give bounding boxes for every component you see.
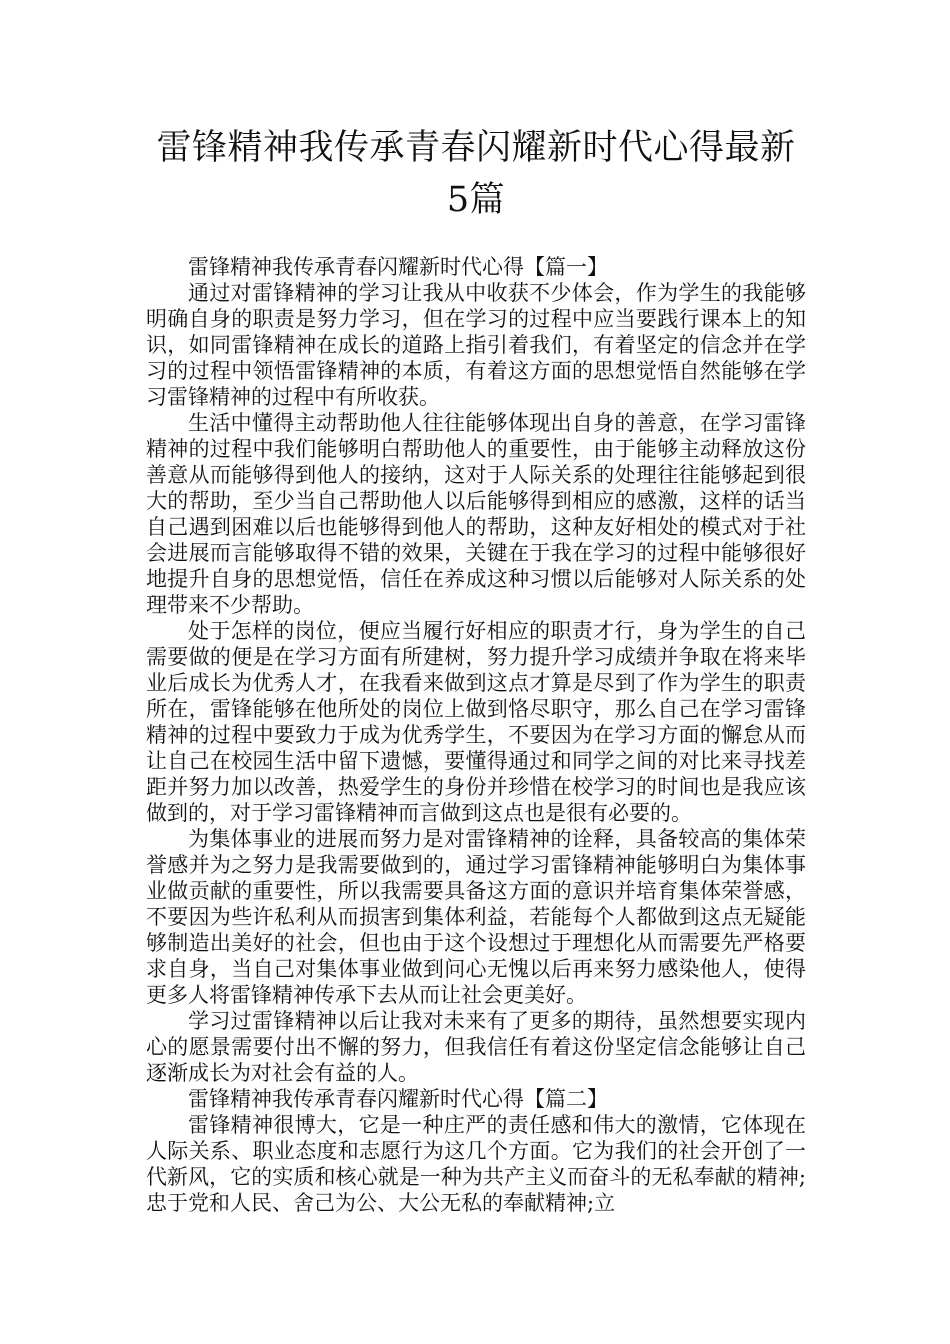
- section-heading-1: 雷锋精神我传承青春闪耀新时代心得【篇一】: [188, 255, 608, 279]
- document-title: 雷锋精神我传承青春闪耀新时代心得最新5篇: [156, 128, 796, 220]
- paragraph: 通过对雷锋精神的学习让我从中收获不少体会，作为学生的我能够明确自身的职责是努力学习，但在学习的过程中应当要践行课本上的知识，如同雷锋精神在成长的道路上指引着我们，有着坚定的信念并在学习的过程中领悟雷锋精神的本质，有着这方面的思想觉悟自然能够在学习雷锋精神的过程中有所收获。: [146, 281, 806, 409]
- document-page: [146, 122, 806, 1216]
- document-body: [146, 254, 806, 1216]
- paragraph: 学习过雷锋精神以后让我对未来有了更多的期待，虽然想要实现内心的愿景需要付出不懈的努力，但我信任有着这份坚定信念能够让自己逐渐成长为对社会有益的人。: [146, 1009, 806, 1085]
- paragraph: 生活中懂得主动帮助他人往往能够体现出自身的善意，在学习雷锋精神的过程中我们能够明白帮助他人的重要性，由于能够主动释放这份善意从而能够得到他人的接纳，这对于人际关系的处理往往能够起到很大的帮助，至少当自己帮助他人以后能够得到相应的感激，这样的话当自己遇到困难以后也能够得到他人的帮助，这种友好相处的模式对于社会进展而言能够取得不错的效果，关键在于我在学习的过程中能够很好地提升自身的思想觉悟，信任在养成这种习惯以后能够对人际关系的处理带来不少帮助。: [146, 411, 806, 617]
- paragraph: 雷锋精神很博大，它是一种庄严的责任感和伟大的激情，它体现在人际关系、职业态度和志愿行为这几个方面。它为我们的社会开创了一代新风，它的实质和核心就是一种为共产主义而奋斗的无私奉献的精神;忠于党和人民、舍己为公、大公无私的奉献精神;立: [146, 1113, 806, 1215]
- section-heading-2: 雷锋精神我传承青春闪耀新时代心得【篇二】: [188, 1087, 608, 1111]
- paragraph: 处于怎样的岗位，便应当履行好相应的职责才行，身为学生的自己需要做的便是在学习方面有所建树，努力提升学习成绩并争取在将来毕业后成长为优秀人才，在我看来做到这点才算是尽到了作为学生的职责所在，雷锋能够在他所处的岗位上做到恪尽职守，那么自己在学习雷锋精神的过程中要致力于成为优秀学生，不要因为在学习方面的懈怠从而让自己在校园生活中留下遗憾，要懂得通过和同学之间的对比来寻找差距并努力加以改善，热爱学生的身份并珍惜在校学习的时间也是我应该做到的，对于学习雷锋精神而言做到这点也是很有必要的。: [146, 619, 806, 825]
- paragraph: 为集体事业的进展而努力是对雷锋精神的诠释，具备较高的集体荣誉感并为之努力是我需要做到的，通过学习雷锋精神能够明白为集体事业做贡献的重要性，所以我需要具备这方面的意识并培育集体荣誉感，不要因为些许私利从而损害到集体利益，若能每个人都做到这点无疑能够制造出美好的社会，但也由于这个设想过于理想化从而需要先严格要求自身，当自己对集体事业做到问心无愧以后再来努力感染他人，使得更多人将雷锋精神传承下去从而让社会更美好。: [146, 827, 806, 1007]
